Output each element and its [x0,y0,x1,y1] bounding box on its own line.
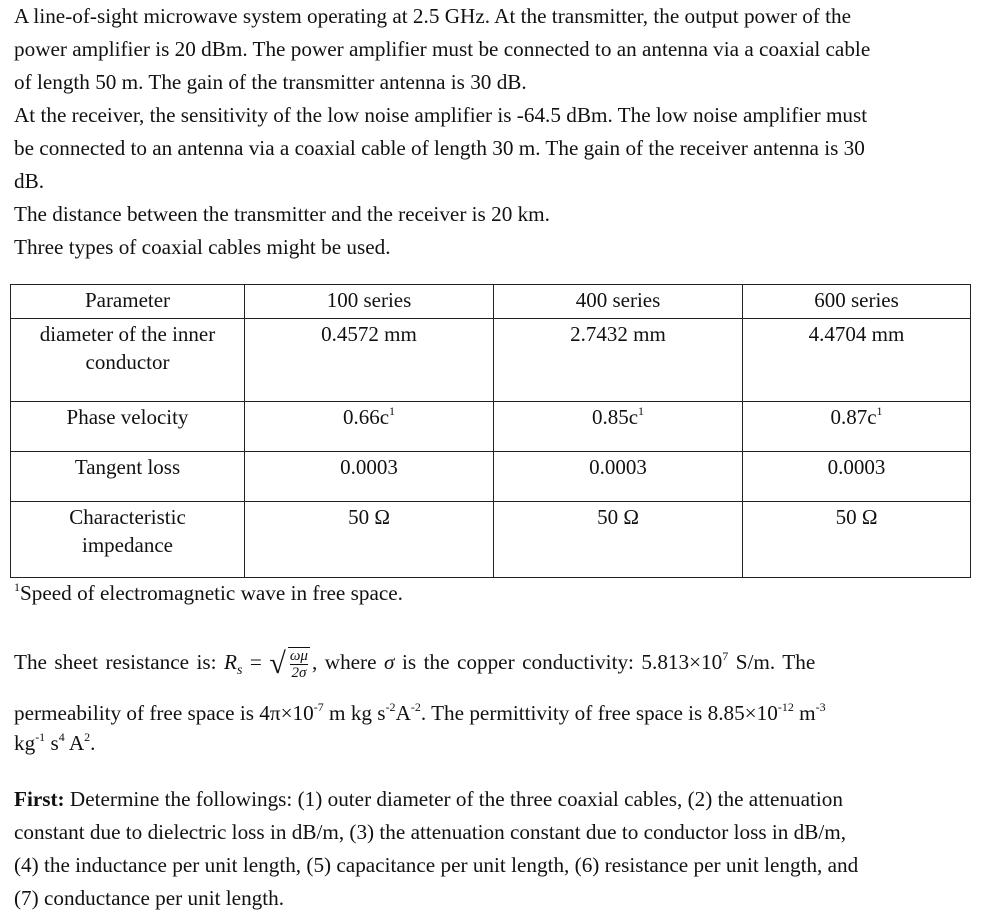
fraction-denominator: 2σ [291,665,307,682]
footnote-mark: 1 [876,404,883,418]
permeability-text: permeability of free space is 4π×10 [14,701,314,725]
task-line-4: (7) conductance per unit length. [14,886,285,910]
footnote-mark: 1 [389,404,396,418]
equals: = [242,650,270,674]
permeability-unit-a: m kg s [323,701,386,725]
permeability-exponent: -7 [313,700,324,714]
sheet-after: , where [311,650,385,674]
header-100-series: 100 series [245,285,494,319]
conductivity-exponent: 7 [722,649,729,663]
conductivity-unit: S/m. The [728,650,816,674]
permittivity-exponent: -12 [777,700,794,714]
table-row [11,319,971,402]
symbol-s: s [236,663,243,679]
task-line-2: constant due to dielectric loss in dB/m, (3) the attenuation constant due to conductor loss in dB/m, [14,820,847,844]
sheet-fraction [288,647,310,681]
permittivity-end: . [90,731,96,755]
table-row [11,402,971,452]
table-row [11,452,971,502]
param-characteristic-impedance [11,502,245,578]
sqrt-icon: √ [269,647,286,681]
value-text: 0.85c [591,405,639,429]
intro-line-3: of length 50 m. The gain of the transmitter antenna is 30 dB. [14,70,527,94]
cell-value: 50 Ω [245,502,494,578]
intro-line-8: Three types of coaxial cables might be used. [14,235,391,259]
sheet-resistance-line [14,642,998,691]
header-600-series: 600 series [743,285,971,319]
permeability-a-exponent: -2 [410,700,421,714]
cell-value [494,402,743,452]
intro-line-4: At the receiver, the sensitivity of the low noise amplifier is -64.5 dBm. The low noise amplifier must [14,103,868,127]
param-label: impedance [82,533,173,557]
value-text: 0.66c [342,405,390,429]
table-header-row [11,285,971,319]
cell-value: 50 Ω [494,502,743,578]
a-exponent: 2 [84,730,91,744]
permittivity-text: . The permittivity of free space is 8.85×10 [420,701,778,725]
param-label: conductor [85,350,170,374]
cable-parameter-table [10,284,971,578]
cell-value: 2.7432 mm [494,319,743,402]
footnote-mark: 1 [14,580,20,594]
intro-line-1: A line-of-sight microwave system operating at 2.5 GHz. At the transmitter, the output power of the [14,4,852,28]
unit-a: A [64,731,85,755]
intro-line-5: be connected to an antenna via a coaxial cable of length 30 m. The gain of the receiver antenna is 30 [14,136,865,160]
cell-value [743,402,971,452]
footnote-text: Speed of electromagnetic wave in free space. [20,581,403,605]
permittivity-unit-m: m [793,701,816,725]
sheet-lead: The sheet resistance is: [14,650,225,674]
task-text: Determine the followings: (1) outer diameter of the three coaxial cables, (2) the attenuation [64,787,843,811]
value-text: 0.87c [830,405,877,429]
cell-value: 0.4572 mm [245,319,494,402]
header-parameter: Parameter [11,285,245,319]
kg-exponent: -1 [35,730,46,744]
unit-kg: kg [14,731,36,755]
fraction-numerator: ωμ [289,648,308,665]
permeability-unit-b: A [395,701,411,725]
footnote-mark: 1 [638,404,645,418]
conductivity-text: is the copper conductivity: 5.813×10 [394,650,723,674]
param-phase-velocity: Phase velocity [11,402,245,452]
cell-value: 50 Ω [743,502,971,578]
param-label: diameter of the inner [39,322,216,346]
cell-value: 0.0003 [245,452,494,502]
cell-value: 0.0003 [743,452,971,502]
permittivity-m-exponent: -3 [815,700,826,714]
header-400-series: 400 series [494,285,743,319]
intro-line-6: dB. [14,169,45,193]
param-tangent-loss: Tangent loss [11,452,245,502]
unit-s: s [45,731,59,755]
task-line-1 [14,783,998,816]
permittivity-units-line [14,727,998,760]
intro-line-7: The distance between the transmitter and the receiver is 20 km. [14,202,550,226]
cell-value: 4.4704 mm [743,319,971,402]
permeability-s-exponent: -2 [385,700,396,714]
param-inner-diameter [11,319,245,402]
symbol-sigma: σ [384,650,395,674]
param-label: Characteristic [69,505,186,529]
task-line-3: (4) the inductance per unit length, (5) capacitance per unit length, (6) resistance per unit length, and [14,853,859,877]
cell-value: 0.0003 [494,452,743,502]
s-exponent: 4 [58,730,65,744]
symbol-r: R [224,650,237,674]
table-row [11,502,971,578]
cell-value [245,402,494,452]
table-footnote [14,577,998,610]
intro-line-2: power amplifier is 20 dBm. The power amplifier must be connected to an antenna via a coaxial cable [14,37,871,61]
permeability-line [14,697,998,730]
task-label: First: [14,787,65,811]
